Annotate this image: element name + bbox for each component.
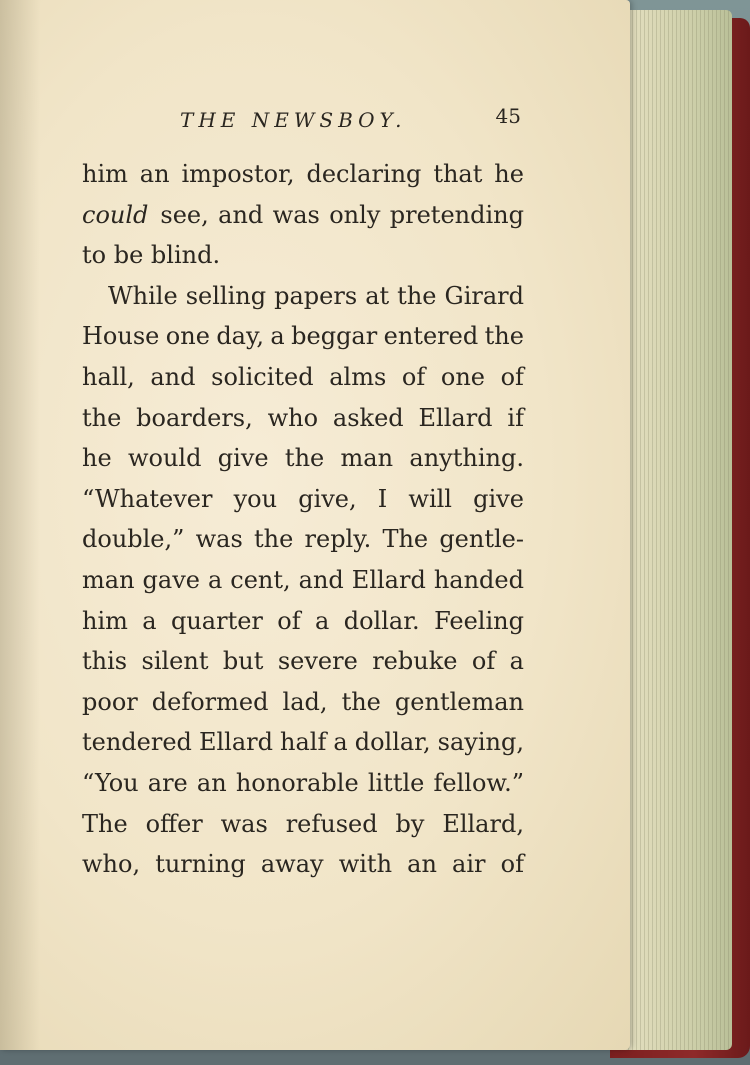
word: and bbox=[218, 200, 264, 229]
word: rebuke bbox=[372, 647, 458, 676]
word: While bbox=[108, 281, 178, 310]
word: I bbox=[377, 484, 388, 513]
word: gave bbox=[142, 565, 200, 594]
word: would bbox=[127, 444, 202, 473]
word: the bbox=[284, 444, 325, 473]
word: quarter bbox=[170, 606, 263, 635]
word: asked bbox=[332, 403, 404, 432]
word: a bbox=[142, 606, 157, 635]
word: give, bbox=[298, 484, 357, 513]
word: if bbox=[507, 403, 524, 432]
word: refused bbox=[285, 809, 378, 838]
word: silent bbox=[141, 647, 209, 676]
word: fellow.” bbox=[433, 768, 524, 797]
word: boarders, bbox=[136, 403, 253, 432]
word: cent, bbox=[230, 565, 291, 594]
word: air bbox=[452, 850, 486, 879]
word: anything. bbox=[409, 444, 524, 473]
word: pretending bbox=[389, 200, 524, 229]
word: the bbox=[82, 403, 122, 432]
text-line bbox=[82, 357, 524, 398]
text-line bbox=[82, 682, 524, 723]
word: he bbox=[494, 160, 524, 188]
word: the bbox=[397, 281, 437, 310]
word: was bbox=[220, 809, 268, 838]
word: deformed bbox=[151, 687, 269, 716]
word: you bbox=[233, 484, 278, 513]
word: him bbox=[82, 606, 128, 635]
page-gutter bbox=[0, 0, 40, 1050]
word: “Whatever bbox=[82, 484, 213, 513]
word: a bbox=[207, 565, 223, 594]
word: “You bbox=[82, 768, 139, 797]
word: give bbox=[217, 444, 269, 473]
word: with bbox=[338, 850, 393, 879]
word: give bbox=[473, 484, 524, 513]
word: man bbox=[340, 444, 394, 473]
word: solicited bbox=[211, 362, 314, 391]
word: an bbox=[407, 850, 437, 879]
word: gentle- bbox=[439, 525, 524, 554]
word: one bbox=[440, 362, 485, 391]
word: offer bbox=[145, 809, 203, 838]
word: the bbox=[254, 525, 294, 554]
word: of bbox=[277, 606, 301, 635]
word: Feeling bbox=[434, 606, 524, 635]
word: away bbox=[260, 850, 324, 879]
text-line-rest bbox=[148, 195, 524, 236]
running-head-title: THE NEWSBOY. bbox=[180, 108, 407, 132]
word: man bbox=[82, 565, 135, 594]
word: hall, bbox=[82, 362, 135, 391]
page-edges bbox=[612, 10, 732, 1050]
word: dollar, bbox=[354, 728, 431, 757]
word: see, bbox=[160, 200, 209, 229]
word: a bbox=[315, 606, 330, 635]
word: little bbox=[367, 768, 425, 797]
word: entered bbox=[383, 322, 479, 351]
text-line bbox=[82, 316, 524, 357]
word: dollar. bbox=[343, 606, 420, 635]
word: an bbox=[139, 160, 170, 188]
word: reply. bbox=[304, 525, 372, 554]
text-line bbox=[82, 195, 524, 236]
word: are bbox=[147, 768, 188, 797]
text-line bbox=[82, 398, 524, 439]
text-line bbox=[82, 641, 524, 682]
word: Ellard bbox=[418, 403, 493, 432]
word: severe bbox=[277, 647, 358, 676]
text-line bbox=[82, 276, 524, 317]
word: The bbox=[82, 809, 128, 838]
word: poor bbox=[82, 687, 138, 716]
word: who bbox=[267, 403, 319, 432]
word: Ellard bbox=[198, 728, 273, 757]
word: him bbox=[82, 160, 128, 188]
word: by bbox=[395, 809, 425, 838]
word: he bbox=[82, 444, 112, 473]
word: who, bbox=[82, 850, 141, 879]
word: will bbox=[408, 484, 452, 513]
word: but bbox=[222, 647, 264, 676]
word: was bbox=[195, 525, 243, 554]
word: day, bbox=[216, 322, 264, 351]
word: was bbox=[272, 200, 320, 229]
word: Ellard bbox=[351, 565, 426, 594]
word: turning bbox=[155, 850, 246, 879]
word: papers bbox=[274, 281, 358, 310]
word: selling bbox=[185, 281, 267, 310]
word: saying, bbox=[437, 728, 524, 757]
italic-word: could bbox=[82, 200, 149, 229]
word: House bbox=[82, 322, 160, 351]
word: honorable bbox=[235, 768, 359, 797]
word: a bbox=[333, 728, 348, 757]
word: one bbox=[165, 322, 210, 351]
word: of bbox=[500, 362, 524, 391]
word: only bbox=[329, 200, 381, 229]
word: gentleman bbox=[394, 687, 524, 716]
text-line bbox=[82, 438, 524, 479]
text-line bbox=[82, 844, 524, 885]
word: an bbox=[196, 768, 227, 797]
word: Ellard, bbox=[442, 809, 524, 838]
word: of bbox=[401, 362, 426, 391]
running-head bbox=[80, 104, 525, 138]
word: half bbox=[280, 728, 327, 757]
text-line bbox=[82, 763, 524, 804]
text-line bbox=[82, 722, 524, 763]
text-line: to be blind. bbox=[82, 241, 221, 270]
page-number: 45 bbox=[495, 104, 521, 128]
text-line bbox=[82, 804, 524, 845]
word: Girard bbox=[444, 281, 524, 310]
word: of bbox=[500, 850, 524, 879]
word: lad, bbox=[282, 687, 328, 716]
word: a bbox=[270, 322, 285, 351]
text-line bbox=[82, 479, 524, 520]
word: and bbox=[298, 565, 344, 594]
word: double,” bbox=[82, 525, 185, 554]
text-line bbox=[82, 560, 524, 601]
word: declaring bbox=[306, 160, 422, 188]
word: a bbox=[509, 647, 524, 676]
word: the bbox=[341, 687, 381, 716]
word: at bbox=[365, 281, 390, 310]
word: this bbox=[82, 647, 128, 676]
text-line bbox=[82, 154, 524, 195]
word: impostor, bbox=[181, 160, 295, 188]
word: handed bbox=[433, 565, 524, 594]
word: tendered bbox=[82, 728, 192, 757]
word: the bbox=[484, 322, 524, 351]
word: The bbox=[382, 525, 429, 554]
word: beggar bbox=[291, 322, 378, 351]
text-line bbox=[82, 601, 524, 642]
body-text bbox=[82, 154, 524, 885]
text-line bbox=[82, 519, 524, 560]
word: that bbox=[433, 160, 483, 188]
word: of bbox=[471, 647, 496, 676]
word: and bbox=[150, 362, 196, 391]
word: alms bbox=[329, 362, 387, 391]
